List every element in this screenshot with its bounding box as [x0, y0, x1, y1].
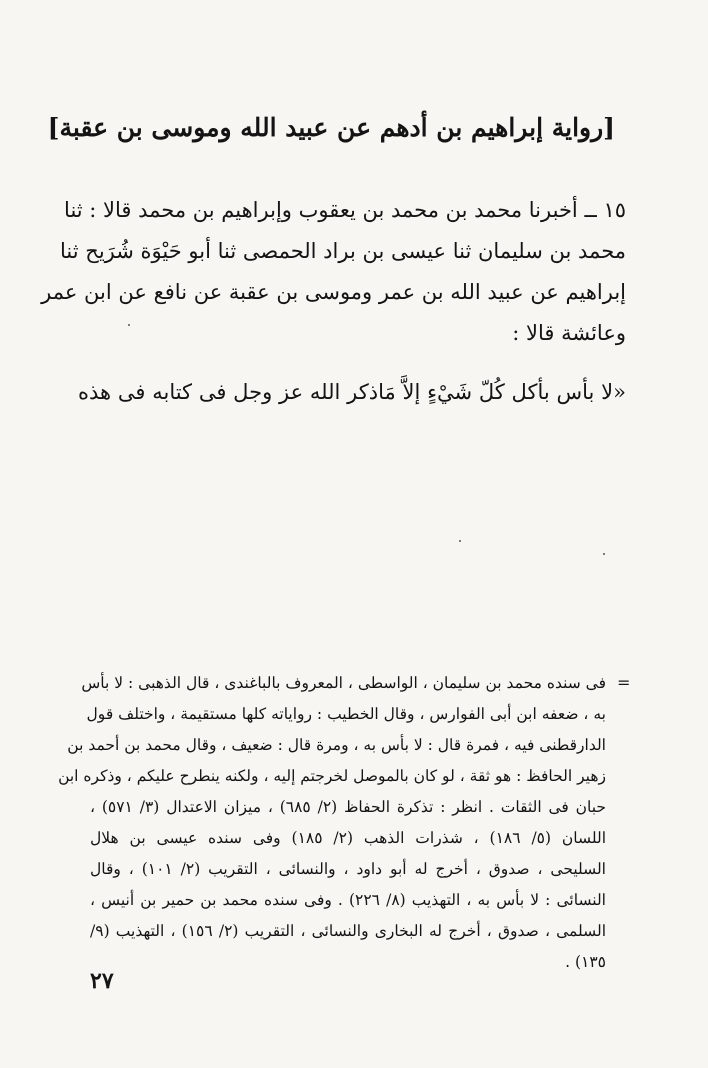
- footnote-line: فى سنده محمد بن سليمان ، الواسطى ، المعروف بالباغندى ، قال الذهبى : لا بأس: [81, 674, 606, 692]
- hadith-line: إبراهيم عن عبيد الله بن عمر وموسى بن عقبة عن نافع عن ابن عمر: [41, 280, 626, 304]
- footnote-line: السلمى ، صدوق ، أخرج له البخارى والنسائى ، التقريب (٢/ ١٥٦) ، التهذيب (٩/: [90, 922, 607, 940]
- hadith-line: ١٥ ــ أخبرنا محمد بن محمد بن يعقوب وإبراهيم بن محمد قالا : ثنا: [64, 198, 626, 222]
- footnote-line: السليحى ، صدوق ، أخرج له أبو داود ، والنسائى ، التقريب (٢/ ١٠١) ، وقال: [90, 860, 606, 878]
- footnote-line: الدارقطنى فيه ، فمرة قال : لا بأس به ، ومرة قال : ضعيف ، وقال محمد بن أحمد بن: [67, 736, 606, 754]
- footnote: [58, 668, 607, 978]
- scan-speck: [459, 540, 461, 542]
- footnote-line: ١٣٥) .: [565, 953, 606, 971]
- footnote-line: به ، ضعفه ابن أبى الفوارس ، وقال الخطيب : رواياته كلها مستقيمة ، واختلف قول: [86, 705, 606, 723]
- scan-speck: [128, 324, 130, 326]
- scan-speck: [603, 553, 605, 555]
- footnote-line: اللسان (٥/ ١٨٦) ، شذرات الذهب (٢/ ١٨٥) وفى سنده عيسى بن هلال: [90, 829, 607, 847]
- hadith-line: محمد بن سليمان ثنا عيسى بن براد الحمصى ثنا أبو حَيْوَة شُرَيح ثنا: [60, 239, 626, 263]
- footnote-line: النسائى : لا بأس به ، التهذيب (٨/ ٢٢٦) . وفى سنده محمد بن حمير بن أنيس ،: [90, 891, 606, 909]
- hadith-text: [41, 190, 626, 354]
- footnote-continuation-marker: =: [617, 673, 631, 692]
- footnote-line: حبان فى الثقات . انظر : تذكرة الحفاظ (٢/ ٦٨٥) ، ميزان الاعتدال (٣/ ٥٧١) ،: [90, 798, 607, 816]
- page-number: ٢٧: [90, 968, 114, 994]
- hadith-quote: «لا بأس بأكل كُلّ شَيْءٍ إلاَّ مَاذكر الله عز وجل فى كتابه فى هذه: [78, 380, 626, 404]
- hadith-line: وعائشة قالا :: [512, 321, 626, 345]
- section-heading: [رواية إبراهيم بن أدهم عن عبيد الله وموسى بن عقبة]: [47, 113, 615, 142]
- footnote-line: زهير الحافظ : هو ثقة ، لو كان بالموصل لخرجتم إليه ، ولكنه ينطرح عليكم ، وذكره ابن: [58, 767, 606, 785]
